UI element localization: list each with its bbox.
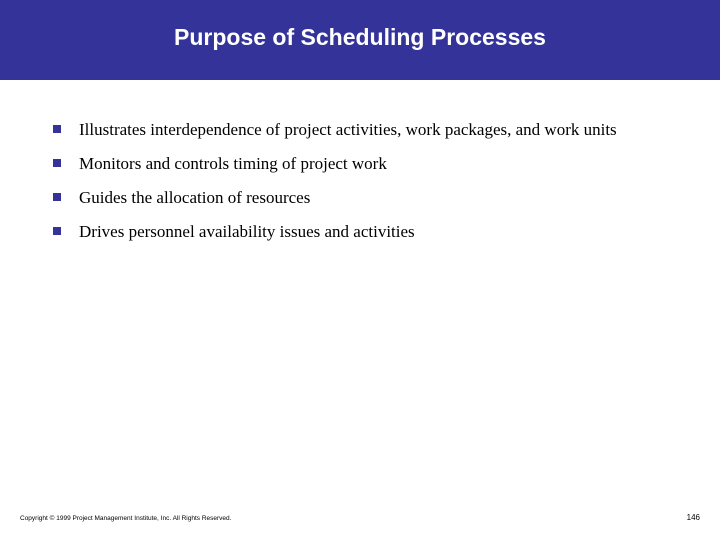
bullet-text: Illustrates interdependence of project activities, work packages, and work units [79,120,617,139]
square-bullet-icon [53,227,61,235]
bullet-text: Drives personnel availability issues and activities [79,222,415,241]
square-bullet-icon [53,125,61,133]
bullet-text: Monitors and controls timing of project work [79,154,387,173]
bullet-item [50,220,670,243]
title-band [0,0,720,80]
bullet-list [50,118,670,254]
copyright-footer: Copyright © 1999 Project Management Institute, Inc. All Rights Reserved. [20,515,232,522]
slide-title: Purpose of Scheduling Processes [174,24,546,50]
square-bullet-icon [53,159,61,167]
bullet-item [50,118,670,141]
page-number: 146 [686,513,700,522]
square-bullet-icon [53,193,61,201]
bullet-item [50,152,670,175]
bullet-text: Guides the allocation of resources [79,188,311,207]
bullet-item [50,186,670,209]
